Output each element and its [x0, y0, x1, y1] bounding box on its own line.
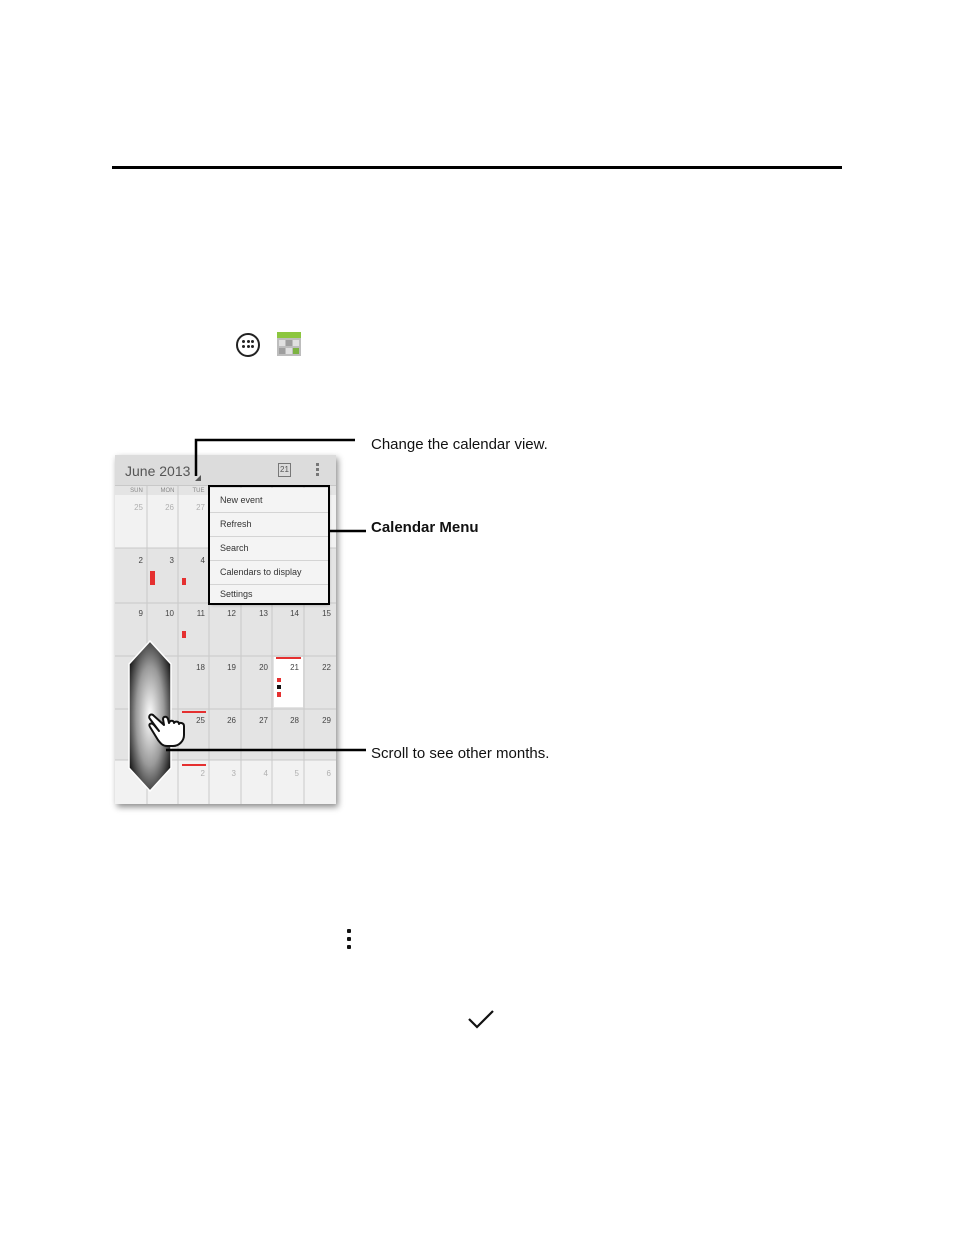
- month-title[interactable]: June 2013: [125, 463, 191, 479]
- day-cell[interactable]: 26: [227, 716, 236, 725]
- menu-item-calendars-to-display[interactable]: Calendars to display: [210, 560, 328, 585]
- day-cell[interactable]: 20: [259, 663, 268, 672]
- day-cell[interactable]: 25: [196, 716, 205, 725]
- day-cell[interactable]: 13: [259, 609, 268, 618]
- hand-gesture-icon: [146, 709, 194, 749]
- check-icon: [467, 1008, 495, 1030]
- callout-change-view: Change the calendar view.: [371, 436, 548, 453]
- day-cell[interactable]: 25: [134, 503, 143, 512]
- day-cell[interactable]: 27: [196, 503, 205, 512]
- menu-item-search[interactable]: Search: [210, 536, 328, 561]
- today-icon[interactable]: 21: [278, 463, 291, 477]
- day-cell[interactable]: 12: [227, 609, 236, 618]
- day-cell[interactable]: 22: [322, 663, 331, 672]
- day-cell[interactable]: 19: [227, 663, 236, 672]
- calendar-app-icon: [277, 332, 301, 356]
- day-cell[interactable]: 15: [322, 609, 331, 618]
- callout-calendar-menu: Calendar Menu: [371, 519, 479, 536]
- dow-mon: MON: [160, 488, 175, 494]
- apps-icon: [236, 333, 260, 357]
- event-marker: [277, 678, 281, 682]
- day-cell[interactable]: 3: [169, 556, 174, 565]
- day-cell[interactable]: 4: [200, 556, 205, 565]
- event-marker: [182, 764, 206, 766]
- menu-icon: [347, 929, 351, 949]
- event-marker: [150, 571, 155, 585]
- event-marker: [182, 578, 186, 585]
- day-cell[interactable]: 26: [165, 503, 174, 512]
- dow-sun: SUN: [130, 488, 143, 494]
- day-cell[interactable]: 3: [231, 769, 236, 778]
- event-marker: [277, 685, 281, 689]
- section-divider: [112, 166, 842, 169]
- day-cell[interactable]: 9: [138, 609, 143, 618]
- day-cell[interactable]: 10: [165, 609, 174, 618]
- event-marker: [182, 631, 186, 638]
- day-cell-today[interactable]: 21: [290, 663, 299, 672]
- event-marker: [276, 657, 301, 659]
- day-cell[interactable]: 2: [200, 769, 205, 778]
- day-cell[interactable]: 4: [263, 769, 268, 778]
- calendar-menu-highlight: [208, 485, 330, 605]
- day-cell[interactable]: 5: [294, 769, 299, 778]
- menu-item-refresh[interactable]: Refresh: [210, 512, 328, 537]
- day-cell[interactable]: 27: [259, 716, 268, 725]
- callout-scroll: Scroll to see other months.: [371, 745, 550, 762]
- day-cell[interactable]: 14: [290, 609, 299, 618]
- day-cell[interactable]: 18: [196, 663, 205, 672]
- day-cell[interactable]: 29: [322, 716, 331, 725]
- event-marker: [277, 692, 281, 697]
- day-cell[interactable]: 11: [196, 609, 205, 618]
- day-cell[interactable]: 2: [138, 556, 143, 565]
- day-cell[interactable]: 28: [290, 716, 299, 725]
- menu-item-new-event[interactable]: New event: [210, 488, 328, 513]
- day-cell[interactable]: 6: [326, 769, 331, 778]
- menu-item-settings[interactable]: Settings: [220, 589, 253, 599]
- dow-tue: TUE: [192, 488, 205, 494]
